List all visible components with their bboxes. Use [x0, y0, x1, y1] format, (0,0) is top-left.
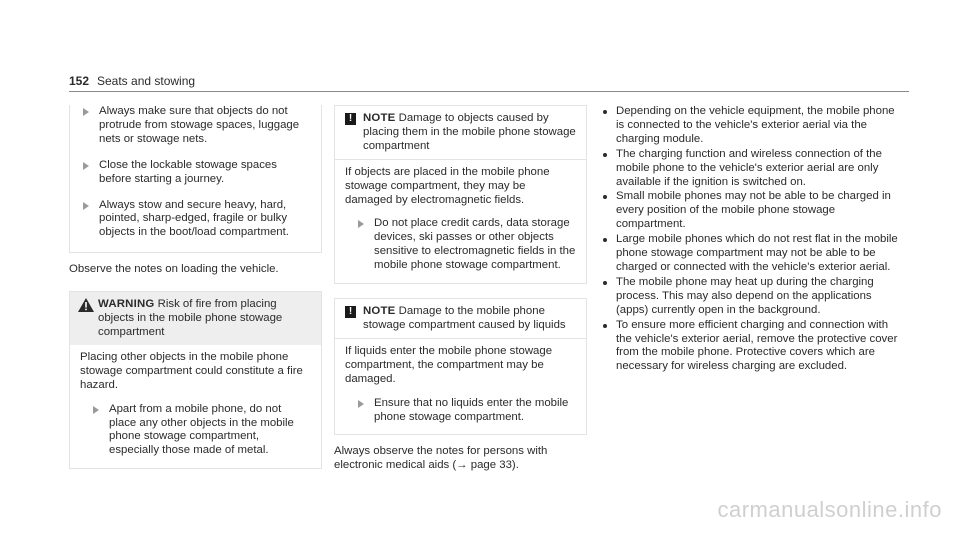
exclamation-icon: !: [345, 306, 356, 318]
observe-text: Observe the notes on loading the vehicle.: [69, 263, 279, 276]
bullet-item: Depending on the vehicle equipment, the mobile phone is connected to the vehicle's exterior aerial via the charging module.: [602, 105, 902, 147]
arrow-icon: [358, 400, 364, 408]
page-header: [69, 74, 909, 90]
bullet-item: The mobile phone may heat up during the charging process. This may also depend on the applications (apps) currently open in the background.: [602, 276, 902, 318]
instruction-item: Always make sure that objects do not protrude from stowage spaces, luggage nets or stowage nets.: [70, 105, 311, 147]
note-keyword: NOTE: [363, 305, 396, 318]
instruction-item: Always stow and secure heavy, hard, pointed, sharp-edged, fragile or bulky objects in the boot/load compartment.: [70, 199, 311, 241]
warning-heading-text: Risk of fire from placing objects in the mobile phone stowage compartment: [98, 298, 283, 338]
note-keyword: NOTE: [363, 112, 396, 124]
bullet-icon: [603, 238, 607, 242]
warning-item: Apart from a mobile phone, do not place any other objects in the mobile phone stowage compartment, especially those made of metal.: [80, 403, 311, 459]
note-item: Ensure that no liquids enter the mobile phone stowage compartment.: [345, 397, 576, 425]
note-heading-text: Damage to objects caused by placing them in the mobile phone stowage compartment: [363, 112, 576, 152]
warning-heading: [70, 292, 321, 345]
note-heading: [335, 299, 586, 338]
warning-box: [69, 291, 322, 469]
instruction-item: Close the lockable stowage spaces before starting a journey.: [70, 159, 311, 187]
section-title: Seats and stowing: [97, 74, 196, 88]
page-number: 152: [69, 74, 90, 88]
bullet-item: To ensure more efficient charging and connection with the vehicle's exterior aerial, remove the protective cover from the mobile phone. Protective covers which are necessary for wireless charging are excluded.: [602, 319, 902, 375]
watermark: carmanualsonline.info: [717, 497, 942, 522]
note-heading: [335, 106, 586, 159]
column-1: [69, 105, 322, 469]
column-2: [334, 105, 587, 473]
bullet-icon: [603, 324, 607, 328]
arrow-icon: [83, 108, 89, 116]
arrow-icon: [83, 162, 89, 170]
bullet-item: Large mobile phones which do not rest flat in the mobile phone stowage compartment may not be able to be charged or connected with the vehicle's exterior aerial.: [602, 233, 902, 275]
bullet-icon: [603, 195, 607, 199]
arrow-icon: [83, 202, 89, 210]
note-body: If objects are placed in the mobile phone stowage compartment, they may be damaged by electromagnetic fields.: [345, 165, 550, 206]
warning-body: Placing other objects in the mobile phone stowage compartment could constitute a fire hazard.: [80, 350, 303, 391]
bullet-item: The charging function and wireless connection of the mobile phone to the vehicle's exterior aerial are only available if the ignition is switched on.: [602, 148, 902, 190]
bullet-icon: [603, 281, 607, 285]
instruction-box: [69, 105, 322, 253]
note-box-2: [334, 298, 587, 435]
arrow-icon: [93, 406, 99, 414]
exclamation-icon: !: [345, 113, 356, 125]
arrow-icon: [358, 220, 364, 228]
column-3: [602, 105, 902, 375]
note-heading-text: Damage to the mobile phone stowage compartment caused by liquids: [363, 305, 566, 331]
header-rule: [69, 91, 909, 92]
bullet-icon: [603, 153, 607, 157]
note-item: Do not place credit cards, data storage devices, ski passes or other objects sensitive to electromagnetic fields in the mobile phone stowage compartment.: [345, 217, 576, 273]
bullet-item: Small mobile phones may not be able to be charged in every position of the mobile phone stowage compartment.: [602, 190, 902, 232]
note-body: If liquids enter the mobile phone stowage compartment, the compartment may be damaged.: [345, 344, 553, 385]
warning-keyword: WARNING: [98, 298, 155, 311]
warning-triangle-icon: [78, 298, 94, 312]
medical-aids-note: Always observe the notes for persons with electronic medical aids (→ page 33).: [334, 445, 548, 472]
bullet-icon: [603, 110, 607, 114]
note-box-1: [334, 105, 587, 284]
